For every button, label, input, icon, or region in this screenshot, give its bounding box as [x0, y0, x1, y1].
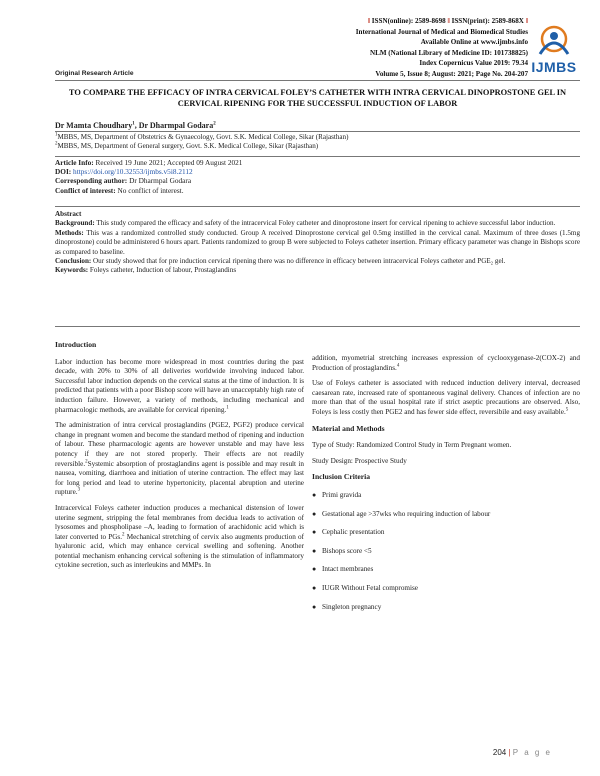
author-sup: 2 [213, 121, 216, 127]
inclusion-heading: Inclusion Criteria [312, 472, 371, 482]
list-item [312, 603, 580, 613]
list-item-text: Primi gravida [322, 490, 362, 499]
intro-heading: Introduction [55, 340, 97, 349]
logo-emblem-icon [526, 24, 582, 60]
keywords-label: Keywords: [55, 266, 89, 275]
corr-value: Dr Dharmpal Godara [127, 176, 192, 186]
page-footer [493, 748, 552, 757]
info-label: Article Info: [55, 158, 94, 167]
study-design: Study Design: Prospective Study [312, 456, 407, 465]
list-item-text: Singleton pregnancy [322, 602, 382, 611]
citation-sup: 3 [77, 487, 81, 493]
left-column [55, 340, 304, 577]
background-label: Background: [55, 219, 95, 228]
separator-mark: ‖ [367, 17, 371, 25]
article-type: Original Research Article [55, 70, 134, 77]
list-item-text: Gestational age >37wks who requiring induction of labour [322, 509, 491, 518]
bullet-icon: ● [312, 546, 317, 555]
citation-sup: 4 [396, 363, 400, 369]
affiliation-1 [55, 133, 580, 142]
list-item-text: Bishops score <5 [322, 546, 372, 555]
journal-name: International Journal of Medical and Biomedical Studies [355, 27, 528, 36]
right-column [312, 354, 580, 621]
affiliation-text: MBBS, MS, Department of General surgery, Govt. S.K. Medical College, Sikar (Rajasthan) [57, 142, 319, 151]
doi-line [55, 167, 580, 176]
logo-text: IJMBS [531, 59, 577, 75]
issn-line [356, 16, 528, 27]
intro-paragraph [55, 358, 304, 416]
coi-value: No conflict of interest. [115, 185, 184, 195]
methods-heading: Material and Methods [312, 423, 385, 433]
affiliations [55, 133, 580, 152]
nlm-id: NLM (National Library of Medicine ID: 101738825) [369, 48, 528, 57]
list-item [312, 510, 580, 520]
abstract-methods [55, 229, 580, 257]
available-online: Available Online at www.ijmbs.info [420, 38, 528, 47]
info-divider [55, 206, 580, 207]
bullet-icon: ● [312, 602, 317, 611]
list-item [312, 528, 580, 538]
abstract [55, 210, 580, 276]
citation-sup: 1 [226, 405, 229, 411]
corresponding-line [55, 176, 580, 185]
author-separator: , [134, 121, 139, 130]
info-value: Received 19 June 2021; Accepted 09 August 2021 [93, 158, 243, 167]
coi-label: Conflict of interest: [55, 185, 116, 195]
list-item [312, 584, 580, 594]
author-name: Dr Mamta Choudhary [55, 121, 133, 130]
list-item [312, 491, 580, 501]
paragraph-text: Labor induction has become more widespread in most countries during the past decade, with 20% to 30% of all deliveries worldwide involving induced labor. Successful labor induction depends on the cervical status at the time of induction. It is predicted that patients with a poor Bishop score will have an unacceptably high rate of induction failure. However, a variety of methods, including mechanical and pharmacologic methods, are available for cervical ripening. [55, 357, 304, 414]
methods-text: This was a randomized controlled study conducted. Group A received Dinoprostone cervical gel 0.5mg instilled in the cervical canal. Maximum of three doses (1.5mg dinoprostone) could be administered 6 hours apart. Patients randomized to group B were subjected to Foleys catheter insertion. Primary efficacy parameter was change in Bishops score as compared to baseline. [55, 228, 580, 256]
corr-label: Corresponding author: [55, 176, 128, 186]
intro-paragraph [55, 504, 304, 571]
dates-line [55, 158, 580, 167]
citation-sup: 2 [122, 532, 125, 538]
methods-label: Methods: [55, 228, 84, 237]
page-separator: | [508, 748, 511, 757]
abstract-divider [55, 326, 580, 327]
issn-print: ISSN(print): 2589-868X [451, 17, 524, 25]
doi-label: DOI: [55, 167, 72, 177]
paragraph-text: Mechanical stretching of cervix also augments production of hyaluronic acid, which may enhance cervical swelling and softening. Another potential mechanism enhancing cervical softening is the stimulation of inflammatory cytokine secretion, such as interleukins and MMPs. In [55, 532, 304, 570]
separator-mark: ‖ [447, 17, 450, 25]
affiliation-2 [55, 142, 580, 151]
author-name: Dr Dharmpal Godara [138, 121, 214, 130]
author-list [55, 121, 580, 130]
paragraph-text: addition, myometrial stretching increases expression of cyclooxygenase-2(COX-2) and Production of prostaglandins. [312, 354, 580, 372]
bullet-icon: ● [312, 490, 317, 499]
body-paragraph [312, 354, 580, 373]
list-item [312, 565, 580, 575]
list-item-text: Cephalic presentation [322, 528, 385, 537]
keywords-text: Foleys catheter, Induction of labour, Prostaglandins [88, 266, 237, 275]
criteria-list [312, 491, 580, 612]
background-text: This study compared the efficacy and safety of the intracervical Foley catheter and dinoprostone insert for cervical ripening to achieve successful labor induction. [94, 219, 556, 228]
page-word: P a g e [512, 748, 552, 757]
body-paragraph [312, 379, 580, 417]
bullet-icon: ● [312, 528, 317, 537]
header-divider [55, 80, 580, 81]
affiliation-text: MBBS, MS, Department of Obstetrics & Gynaecology, Govt. S.K. Medical College, Sikar (Rajasthan) [57, 133, 349, 141]
conclusion-text: Our study showed that for pre induction cervical ripening there was no difference in efficacy between intracervical Foleys catheter and PGE₂ gel. [91, 257, 506, 266]
abstract-conclusion [55, 257, 580, 266]
issn-online: ISSN(online): 2589-8698 [371, 17, 446, 25]
paragraph-text: Intracervical Foleys catheter induction produces a mechanical distension of lower uterine segment, stripping the fetal membranes from decidua leads to activation of lysosomes and phospholipase –A, leading to formation of arachidonic acid which is later converted to PGs. [55, 503, 304, 541]
list-item-text: IUGR Without Fetal compromise [322, 583, 418, 592]
bullet-icon: ● [312, 583, 317, 592]
article-title: TO COMPARE THE EFFICACY OF INTRA CERVICAL FOLEY’S CATHETER WITH INTRA CERVICAL DINOPROSTONE GEL IN CERVICAL RIPENING FOR THE SUCCESSFUL INDUCTION OF LABOR [68, 88, 567, 108]
article-info [55, 158, 580, 195]
citation-sup: 5 [565, 407, 569, 413]
abstract-keywords [55, 266, 580, 275]
authors-divider [55, 131, 580, 132]
journal-logo [526, 24, 582, 82]
journal-header [356, 16, 528, 80]
conflict-line [55, 186, 580, 195]
abstract-background [55, 219, 580, 228]
separator-mark: ‖ [525, 17, 528, 25]
bullet-icon: ● [312, 565, 317, 574]
abstract-heading: Abstract [55, 210, 82, 218]
affil-divider [55, 156, 580, 157]
intro-paragraph [55, 421, 304, 498]
volume-info: Volume 5, Issue 8; August: 2021; Page No. 204-207 [375, 69, 528, 78]
paragraph-text: Use of Foleys catheter is associated with reduced induction delivery interval, decreased caesarean rate, increased rate of spontaneous vaginal delivery. Chances of infection are no more than that of the usual hospital rate if strict aseptic precautions are observed. Also, Foleys is less costly then PGE2 and has fewer side effect, reversibile and easy available. [312, 379, 580, 416]
list-item-text: Intact membranes [322, 565, 374, 574]
citation-sup: 2 [85, 459, 88, 465]
affiliation-sup: 2 [55, 142, 58, 148]
paragraph-text: The administration of intra cervical prostaglandins (PGE2, PGF2) produce cervical change in pregnant women and become the standard method of ripening and induction of labour. These pharmacologic agents are however unstable and may have less potency if they are not stored properly. Their effects are not readily reversible. [55, 421, 304, 468]
study-type: Type of Study: Randomized Control Study in Term Pregnant women. [312, 441, 512, 450]
affiliation-sup: 1 [55, 132, 58, 138]
index-copernicus: Index Copernicus Value 2019: 79.34 [419, 59, 528, 68]
list-item [312, 547, 580, 557]
doi-link[interactable]: https://doi.org/10.32553/ijmbs.v5i8.2112 [71, 167, 193, 177]
bullet-icon: ● [312, 509, 317, 518]
paragraph-text: Systemic absorption of prostaglandins agent is possible and may result in nausea, vomiting, diarrhoea and initiation of uterine contraction. The effect may last for long period and lead to uterine hypertonicity, placental abruption and uterine rupture. [55, 459, 304, 497]
author-sup: 1 [132, 121, 135, 127]
page-number: 204 [492, 748, 507, 757]
conclusion-label: Conclusion: [55, 257, 92, 266]
